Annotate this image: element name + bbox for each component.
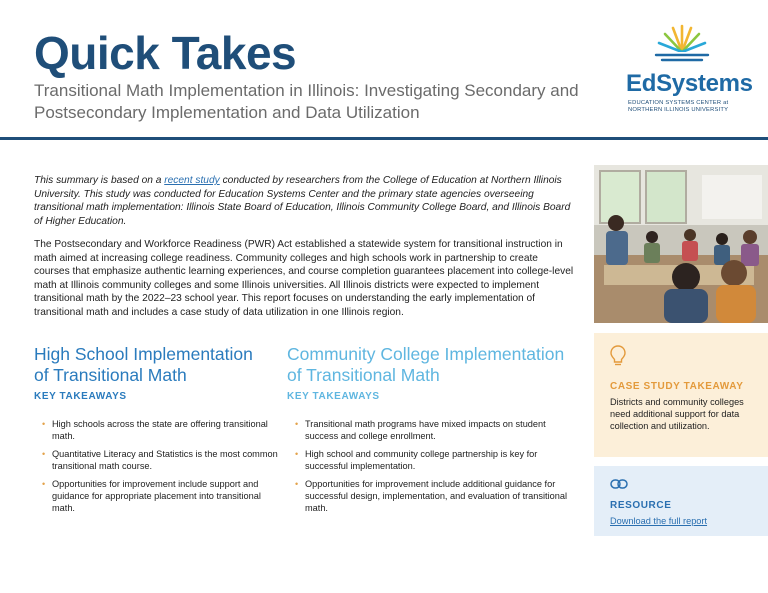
intro-text-after: conducted by researchers from the College of Education at Northern Illinois University. This study was conducted for Education Systems Center and the primary state agencies overseeing transitional math implementation: Illinois State Board of Education, Illinois Community College Board, and Illinois Board of Higher Education. [34, 175, 571, 227]
high-school-key-takeaways-label: KEY TAKEAWAYS [34, 391, 127, 402]
community-college-heading-line-1: Community College Implementation [287, 344, 565, 364]
recent-study-link[interactable]: recent study [164, 175, 220, 186]
edsystems-logo [622, 22, 753, 122]
intro-text-before: This summary is based on a [34, 175, 165, 186]
link-icon [610, 478, 628, 490]
page-title: Quick Takes [34, 27, 297, 79]
intro-paragraph [34, 174, 574, 228]
subtitle-line-2: Postsecondary Implementation and Data Utilization [34, 103, 420, 122]
community-college-key-takeaways-label: KEY TAKEAWAYS [287, 391, 380, 402]
list-item: • Opportunities for improvement include additional guidance for successful design, implementation, and evaluation of transitional math. [287, 478, 572, 514]
list-item: • High school and community college partnership is key for successful implementation. [287, 448, 572, 472]
pwr-act-paragraph: The Postsecondary and Workforce Readiness (PWR) Act established a statewide system for transitional instruction in math aimed at increasing college readiness. Community colleges and high schools work in partnership to create courses that emphasize authentic learning experiences, and course completion guarantees placement into college-level math at Illinois community colleges and some Illinois universities. All Illinois districts were expected to implement transitional math by the 2022–23 school year. This report focuses on understanding the early implementation of transitional math and includes a case study of data utilization in one Illinois region. [34, 239, 574, 318]
high-school-section [34, 344, 284, 520]
header [0, 0, 768, 140]
logo-tagline-line-1: EDUCATION SYSTEMS CENTER at [628, 100, 729, 106]
download-report-link[interactable]: Download the full report [610, 516, 708, 526]
community-college-takeaways-list [287, 418, 572, 514]
resource-card [594, 466, 768, 536]
lightbulb-icon [610, 345, 626, 367]
high-school-heading [34, 344, 284, 386]
case-study-label: CASE STUDY TAKEAWAY [610, 381, 744, 392]
page-subtitle [34, 80, 614, 124]
header-divider [0, 137, 768, 140]
high-school-heading-line-1: High School Implementation [34, 344, 253, 364]
list-item: • High schools across the state are offering transitional math. [34, 418, 284, 442]
logo-tagline-line-2: NORTHERN ILLINOIS UNIVERSITY [628, 107, 729, 113]
list-item: • Transitional math programs have mixed impacts on student success and college enrollment. [287, 418, 572, 442]
case-study-card [594, 333, 768, 457]
community-college-heading [287, 344, 572, 386]
community-college-section [287, 344, 572, 520]
high-school-heading-line-2: of Transitional Math [34, 365, 187, 385]
logo-wordmark: EdSystems [626, 70, 753, 97]
resource-label: RESOURCE [610, 500, 672, 511]
subtitle-line-1: Transitional Math Implementation in Illinois: Investigating Secondary and [34, 81, 579, 100]
high-school-takeaways-list [34, 418, 284, 514]
sunburst-logo-icon [642, 22, 722, 66]
logo-tagline [628, 100, 744, 114]
list-item: • Opportunities for improvement include support and guidance for appropriate placement into transitional math. [34, 478, 284, 514]
classroom-photo [594, 165, 768, 323]
community-college-heading-line-2: of Transitional Math [287, 365, 440, 385]
classroom-illustration [594, 165, 768, 323]
case-study-text: Districts and community colleges need additional support for data collection and utilization. [610, 397, 744, 431]
list-item: • Quantitative Literacy and Statistics is the most common transitional math course. [34, 448, 284, 472]
